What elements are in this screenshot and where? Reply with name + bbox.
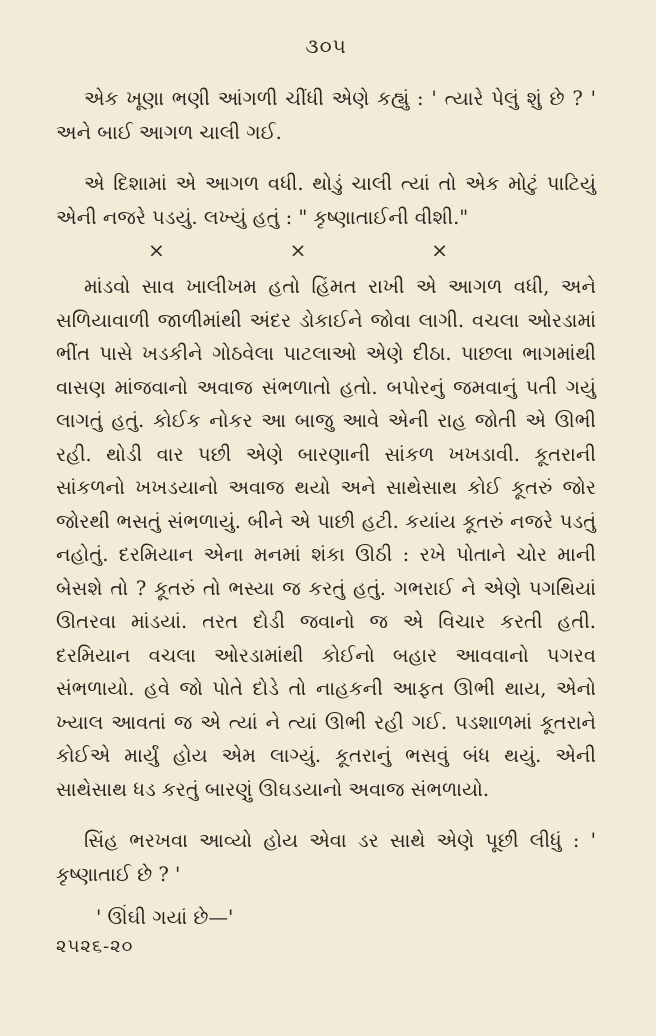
dialogue-reply: ' ઊંઘી ગયાં છે—' xyxy=(96,906,234,929)
paragraph-1: એક ખૂણા ભણી આંગળી ચીંધી એણે કહ્યું : ' ત્યારે પેલું શું છે ? ' અને બાઈ આગળ ચાલી ગઈ. xyxy=(56,87,596,144)
section-separator xyxy=(148,236,448,264)
separator-mark: × xyxy=(431,238,448,262)
printer-signature: ૨૫૨૬-૨૦ xyxy=(56,936,134,957)
page-number: ૩૦૫ xyxy=(305,34,347,58)
paragraph-3: માંડવો સાવ ખાલીખમ હતો હિંમત રાખી એ આગળ વધી, અને સળિયાવાળી જાળીમાંથી અંદર ડોકાઈને જોવા લાગી. વચલા ઓરડામાં ભીંત પાસે ખડકીને ગોઠવેલા પાટલાઓ એણે દીઠા. પાછલા ભાગમાંથી વાસણ માંજવાનો અવાજ સંભળાતો હતો. બપોરનું જમવાનું પતી ગયું લાગતું હતું. કોઈક નોકર આ બાજુ આવે એની રાહ જોતી એ ઊભી રહી. થોડી વાર પછી એણે બારણાની સાંકળ ખખડાવી. કૂતરાની સાંકળનો ખખડયાનો અવાજ થયો અને સાથેસાથ કોઈ કૂતરું જોર જોરથી ભસતું સંભળાયું. બીને એ પાછી હટી. કયાંય કૂતરું નજરે પડતું નહોતું. દરમિયાન એના મનમાં શંકા ઊઠી : રખે પોતાને ચોર માની બેસશે તો ? કૂતરું તો ભસ્યા જ કરતું હતું. ગભરાઈ ને એણે પગથિયાં ઊતરવા માંડયાં. તરત દોડી જવાનો જ એ વિચાર કરતી હતી. દરમિયાન વચલા ઓરડામાંથી કોઈનો બહાર આવવાનો પગરવ સંભળાયો. હવે જો પોતે દોડે તો નાહકની આફત ઊભી થાય, એનો ખ્યાલ આવતાં જ એ ત્યાં ને ત્યાં ઊભી રહી ગઈ. પડશાળમાં કૂતરાને કોઈએ માર્યું હોય એમ લાગ્યું. કૂતરાનું ભસવું બંધ થયું. એની સાથેસાથ ધડ કરતું બારણું ઊઘડયાનો અવાજ સંભળાયો. xyxy=(56,275,596,801)
paragraph-4: સિંહ ભરખવા આવ્યો હોય એવા ડર સાથે એણે પૂછી લીધું : ' કૃષ્ણાતાઈ છે ? ' xyxy=(56,829,596,886)
paragraph-2: એ દિશામાં એ આગળ વધી. થોડું ચાલી ત્યાં તો એક મોટું પાટિયું એની નજરે પડયું. લખ્યું હતું : " કૃષ્ણાતાઈની વીશી." xyxy=(56,172,596,229)
separator-mark: × xyxy=(148,238,165,262)
separator-mark: × xyxy=(289,238,307,262)
